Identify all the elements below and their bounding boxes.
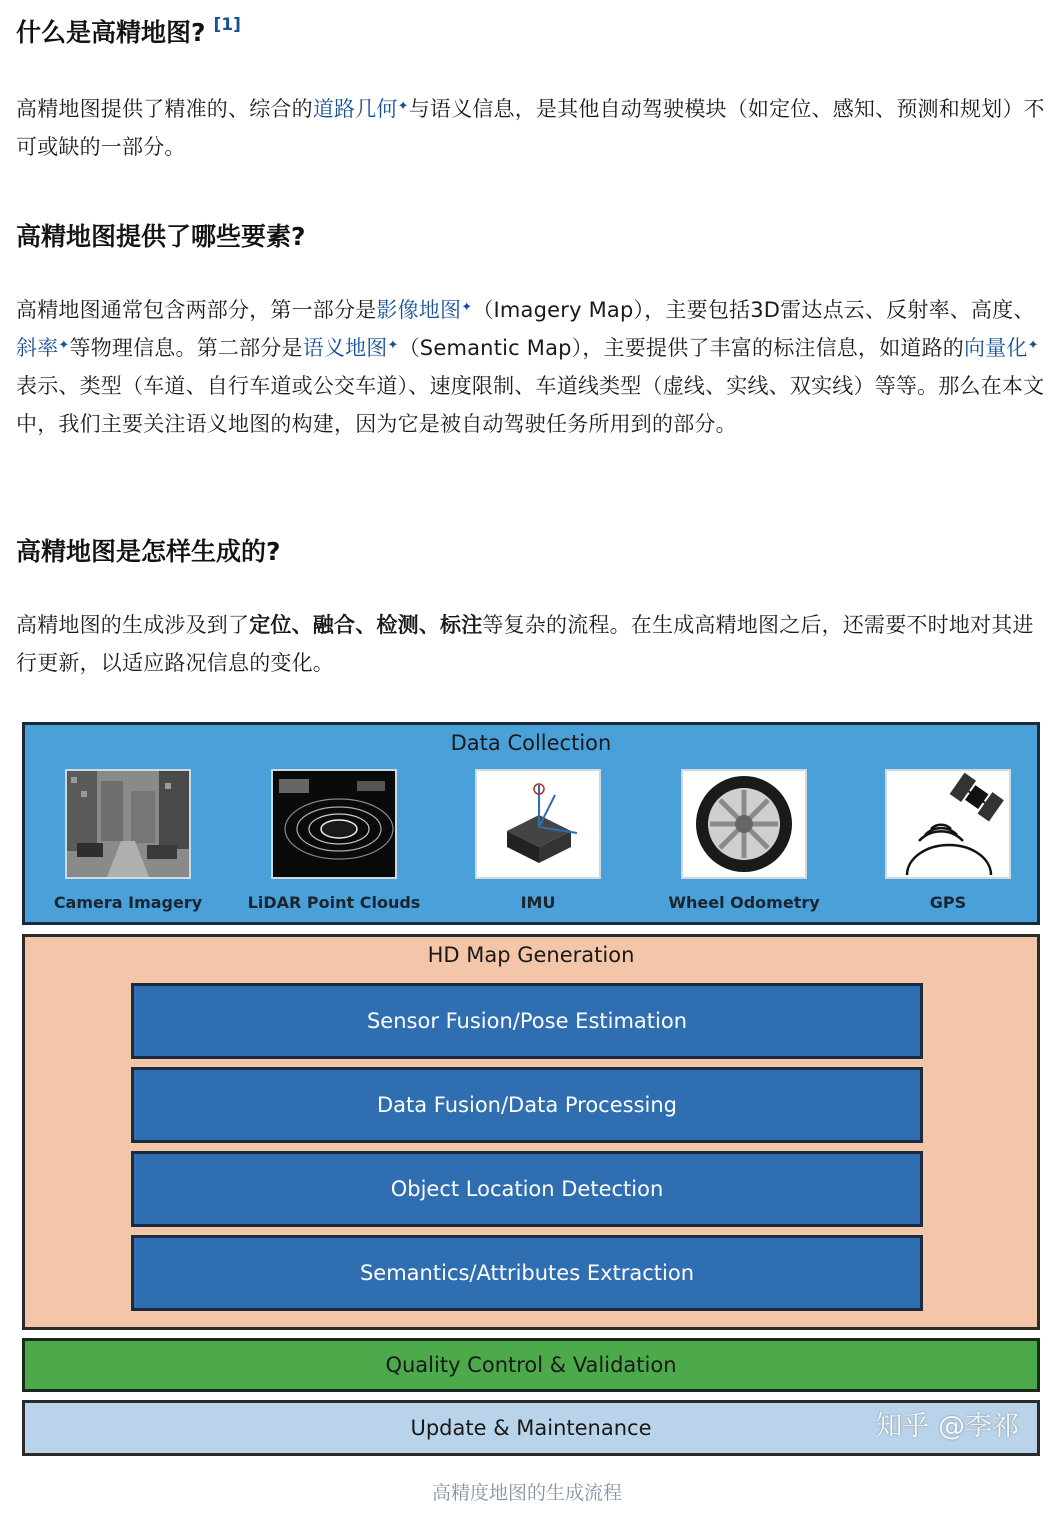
sensor-label: IMU: [520, 893, 556, 912]
layer-data-fusion: Data Fusion/Data Processing: [131, 1067, 923, 1143]
sensor-lidar: [247, 769, 421, 912]
sparkle-icon: ✦: [461, 300, 473, 315]
data-collection-panel: [22, 722, 1040, 925]
sensor-label: Camera Imagery: [53, 893, 203, 912]
sensor-wheel: [668, 769, 820, 912]
reference-link[interactable]: [1]: [213, 15, 241, 35]
sensor-imu: [475, 769, 601, 912]
data-collection-title: Data Collection: [450, 731, 612, 755]
figure-caption: 高精度地图的生成流程: [431, 1482, 622, 1504]
link-slope[interactable]: 斜率: [16, 336, 59, 360]
hd-map-generation-panel: [22, 934, 1040, 1330]
update-label: Update & Maintenance: [410, 1416, 652, 1440]
layer-object-detection: Object Location Detection: [131, 1151, 923, 1227]
update-maintenance-bar: [22, 1400, 1040, 1456]
section-heading-generation: 高精地图是怎样生成的?: [16, 537, 281, 566]
wheel-image: [681, 769, 807, 879]
sensor-label: GPS: [929, 893, 967, 912]
sparkle-icon: ✦: [58, 338, 70, 353]
hd-map-generation-title: HD Map Generation: [427, 943, 635, 967]
sparkle-icon: ✦: [397, 99, 409, 114]
link-vectorization[interactable]: 向量化: [964, 336, 1028, 360]
section-heading-what: 什么是高精地图? [1]: [16, 15, 241, 47]
link-road-geometry[interactable]: 道路几何: [312, 97, 398, 121]
imu-chip-image: [475, 769, 601, 879]
paragraph-generation: 高精地图的生成涉及到了定位、融合、检测、标注等复杂的流程。在生成高精地图之后，还需要不时地对其进行更新，以适应路况信息的变化。: [16, 613, 1034, 675]
gps-satellite-image: [885, 769, 1011, 879]
section-heading-elements: 高精地图提供了哪些要素?: [16, 222, 306, 251]
layer-sensor-fusion: Sensor Fusion/Pose Estimation: [131, 983, 923, 1059]
sensor-label: Wheel Odometry: [668, 893, 820, 912]
hd-map-pipeline-figure[interactable]: [20, 720, 1044, 1460]
sparkle-icon: ✦: [1027, 338, 1039, 353]
camera-street-image: [65, 769, 191, 879]
layer-semantics-extraction: Semantics/Attributes Extraction: [131, 1235, 923, 1311]
link-semantic-map[interactable]: 语义地图: [302, 336, 388, 360]
sparkle-icon: ✦: [387, 338, 399, 353]
quality-control-bar: Quality Control & Validation: [22, 1338, 1040, 1392]
paragraph-elements: 高精地图通常包含两部分，第一部分是影像地图✦（Imagery Map），主要包括3D雷达点云、反射率、高度、斜率✦等物理信息。第二部分是语义地图✦（Semantic Map），主要提供了丰富的标注信息，如道路的向量化✦表示、类型（车道、自行车道或公交车道）、速度限制、车道线类型（虚线、实线、双实线）等等。那么在本文中，我们主要关注语义地图的构建，因为它是被自动驾驶任务所用到的部分。: [16, 298, 1045, 436]
link-imagery-map[interactable]: 影像地图: [376, 298, 462, 322]
sensor-camera: [53, 769, 203, 912]
sensor-label: LiDAR Point Clouds: [247, 893, 421, 912]
paragraph-what: 高精地图提供了精准的、综合的道路几何✦与语义信息，是其他自动驾驶模块（如定位、感知、预测和规划）不可或缺的一部分。: [16, 97, 1045, 159]
zhihu-watermark: 知乎 @李祁: [875, 1411, 1019, 1442]
lidar-pointcloud-image: [271, 769, 397, 879]
bold-steps: 定位、融合、检测、标注: [249, 613, 483, 637]
sensor-gps: [885, 769, 1011, 912]
